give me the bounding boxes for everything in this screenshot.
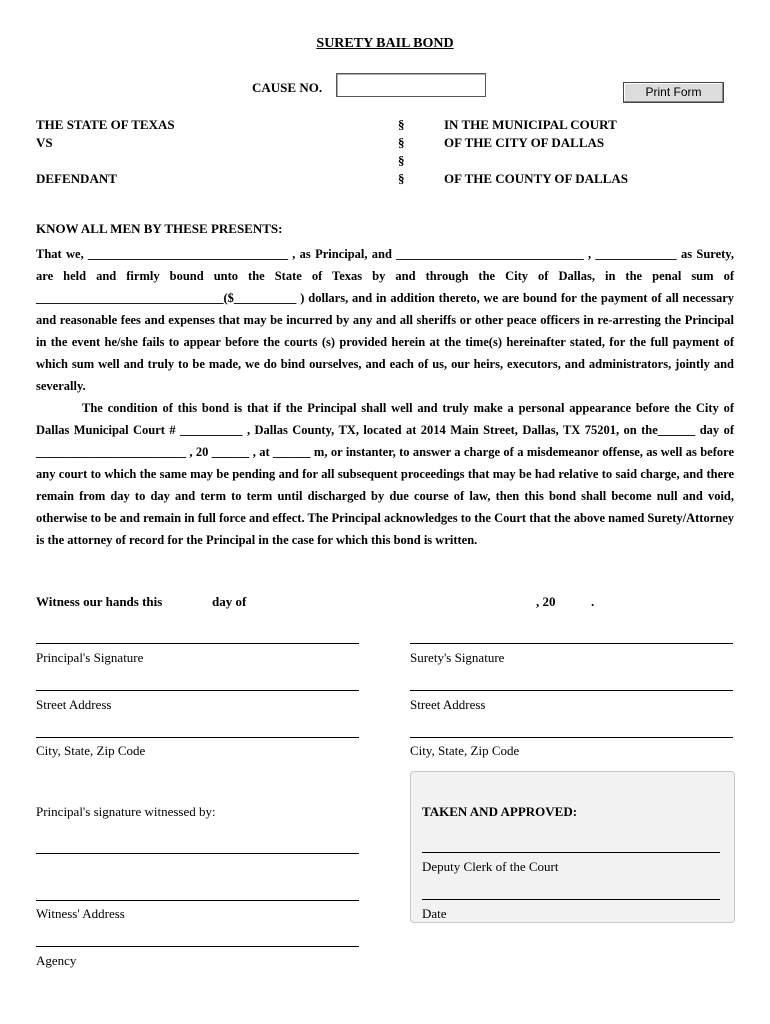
witness-day-of-label: day of	[212, 594, 247, 609]
date-line[interactable]	[422, 899, 720, 900]
principal-signature-label: Principal's Signature	[36, 650, 144, 665]
taken-approved-box	[410, 771, 735, 923]
surety-street-label: Street Address	[410, 697, 486, 712]
section-symbol: §	[398, 117, 405, 132]
witness-period: .	[591, 594, 595, 609]
cause-number-input[interactable]	[336, 73, 486, 97]
bond-paragraph-1: That we, ________________________________ , as Principal, and ______________________________ , _____________ as Surety, are held and firmly bound unto the State of Texas by and through the City of Dallas, in the penal sum of ______________________________($__________ ) dollars, and in addition thereto, we are bound for the payment of all necessary and reasonable fees and expenses that may be incurred by any and all sheriffs or other peace officers in re-arresting the Principal in the event he/she fails to appear before the courts (s) provided herein at the time(s) hereinafter stated, for the full payment of which sum well and truly to be made, we do bind ourselves, and each of us, our heirs, executors, and administrators, jointly and severally.	[36, 247, 734, 393]
cause-number-label: CAUSE NO.	[252, 80, 323, 95]
city-of-dallas-label: OF THE CITY OF DALLAS	[444, 135, 605, 150]
witness-hands-label: Witness our hands this	[36, 594, 163, 609]
surety-city-label: City, State, Zip Code	[410, 743, 520, 758]
witnessed-by-label: Principal's signature witnessed by:	[36, 804, 216, 819]
witness-year-label: , 20	[536, 594, 556, 609]
bond-paragraph-2: The condition of this bond is that if the Principal shall well and truly make a personal appearance before the City of Dallas Municipal Court # __________ , Dallas County, TX, located at 2014 Main Street, Dallas, TX 75201, on the______ day of ________________________ , 20 ______ , at ______ m, or instanter, to answer a charge of a misdemeanor offense, as well as before any court to which the same may be pending and for all subsequent proceedings that may be had relative to said charge, and there remain from day to day and term to term until discharged by due course of law, then this bond shall become null and void, otherwise to be and remain in full force and effect. The Principal acknowledges to the Court that the above named Surety/Attorney is the attorney of record for the Principal in the case for which this bond is written.	[36, 401, 734, 547]
witness-signature-line[interactable]	[36, 853, 359, 854]
section-symbol: §	[398, 171, 405, 186]
principal-city-line[interactable]	[36, 737, 359, 738]
defendant-label: DEFENDANT	[36, 171, 117, 186]
county-of-dallas-label: OF THE COUNTY OF DALLAS	[444, 171, 628, 186]
principal-street-label: Street Address	[36, 697, 112, 712]
surety-street-line[interactable]	[410, 690, 733, 691]
section-symbol: §	[398, 135, 405, 150]
surety-signature-line[interactable]	[410, 643, 733, 644]
state-of-texas: THE STATE OF TEXAS	[36, 117, 175, 132]
deputy-clerk-label: Deputy Clerk of the Court	[422, 859, 559, 874]
agency-line[interactable]	[36, 946, 359, 947]
municipal-court-label: IN THE MUNICIPAL COURT	[444, 117, 617, 132]
principal-street-line[interactable]	[36, 690, 359, 691]
versus-label: VS	[36, 135, 53, 150]
print-form-button[interactable]: Print Form	[623, 82, 724, 103]
agency-label: Agency	[36, 953, 77, 968]
bond-body-text	[36, 243, 734, 551]
surety-city-line[interactable]	[410, 737, 733, 738]
principal-signature-line[interactable]	[36, 643, 359, 644]
surety-signature-label: Surety's Signature	[410, 650, 505, 665]
date-label: Date	[422, 906, 447, 921]
deputy-clerk-line[interactable]	[422, 852, 720, 853]
principal-city-label: City, State, Zip Code	[36, 743, 146, 758]
section-symbol: §	[398, 153, 405, 168]
know-all-men-heading: KNOW ALL MEN BY THESE PRESENTS:	[36, 221, 283, 236]
document-title: SURETY BAIL BOND	[316, 36, 454, 51]
witness-address-label: Witness' Address	[36, 906, 125, 921]
witness-address-line[interactable]	[36, 900, 359, 901]
taken-approved-heading: TAKEN AND APPROVED:	[422, 804, 578, 819]
